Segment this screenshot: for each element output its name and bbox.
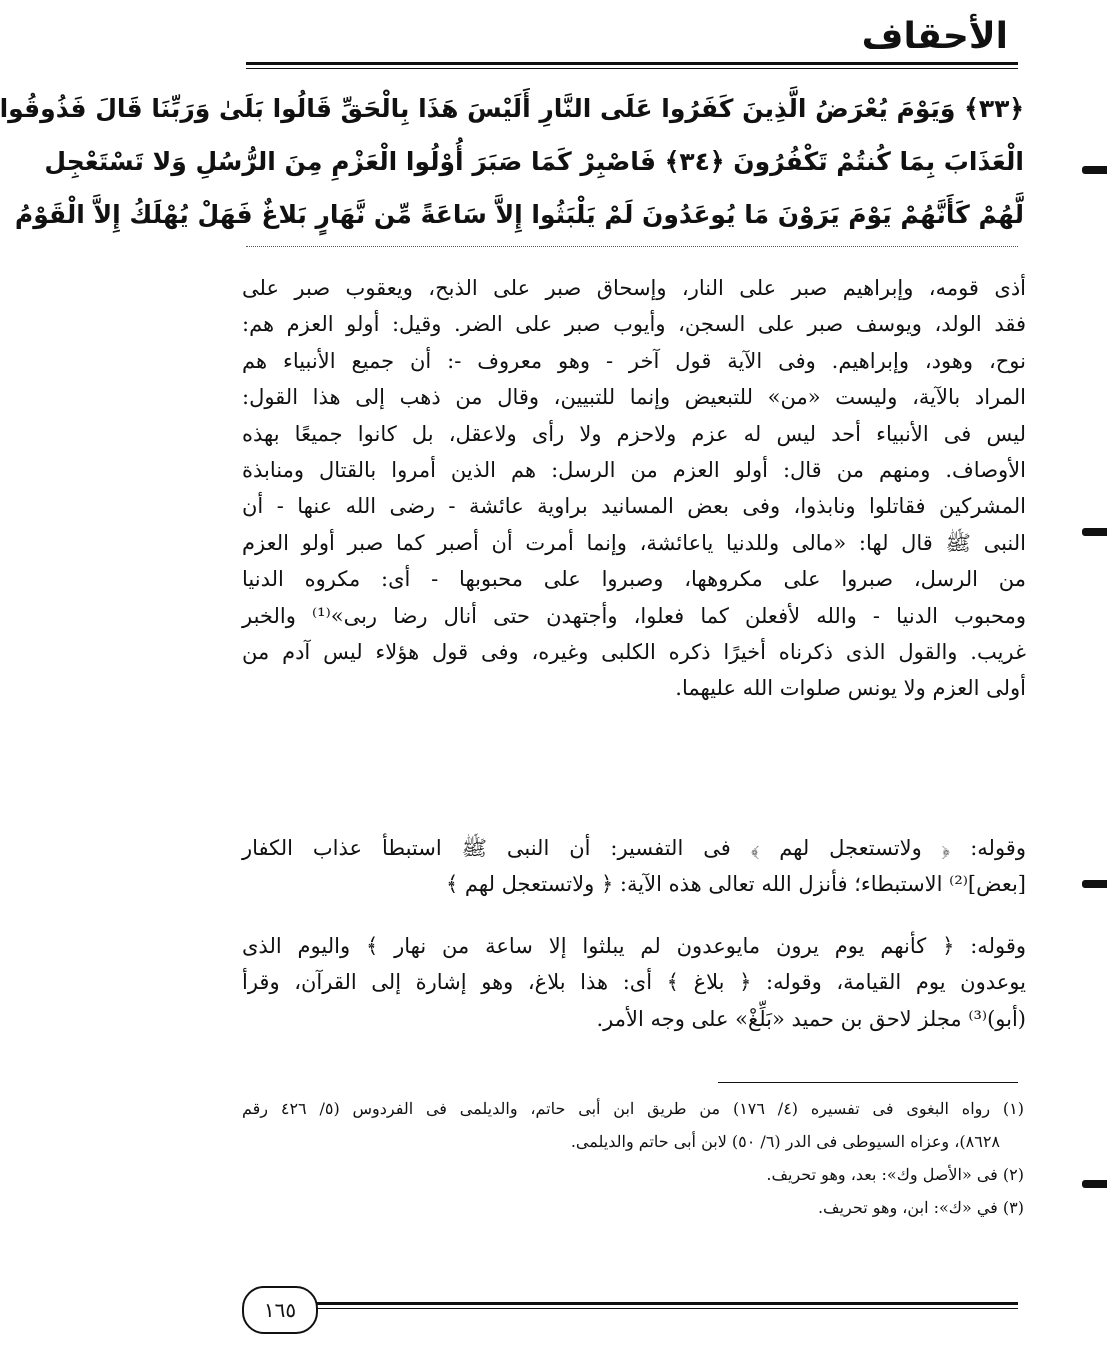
text-line: المشركين فقاتلوا ونابذوا، وفى بعض المسانيد براوية عائشة - رضى الله عنها - أن <box>242 494 1026 519</box>
text-line: أولى العزم ولا يونس صلوات الله عليهما. <box>675 676 1026 701</box>
quran-line: لَّهُمْ كَأَنَّهُمْ يَوْمَ يَرَوْنَ مَا يُوعَدُونَ لَمْ يَلْبَثُوا إِلاَّ سَاعَةً مِّن نَّهَارٍ بَلاغٌ فَهَلْ يُهْلَكُ إِلاَّ الْقَوْمُ <box>14 200 1024 229</box>
surah-header-title: الأحقاف <box>861 16 1008 57</box>
quran-line: ﴿٣٣﴾ وَيَوْمَ يُعْرَضُ الَّذِينَ كَفَرُوا عَلَى النَّارِ أَلَيْسَ هَذَا بِالْحَقِّ قَالُوا بَلَىٰ وَرَبِّنَا قَالَ فَذُوقُوا <box>0 94 1024 123</box>
text-line: وقوله: ﴿ ولاتستعجل لهم ﴾ فى التفسير: أن النبى ﷺ استبطأ عذاب الكفار <box>242 836 1026 860</box>
text-line: الأوصاف. ومنهم من قال: أولو العزم من الرسل: هم الذين أمروا بالقتال ومنابذة <box>242 458 1026 483</box>
text-line: من الرسل، صبروا على مكروهها، وصبروا على محبوبها - أى: مكروه الدنيا <box>242 567 1026 592</box>
text-line: [بعض]⁽²⁾ الاستبطاء؛ فأنزل الله تعالى هذه الآية: ﴿ ولاتستعجل لهم ﴾ <box>445 872 1026 897</box>
margin-marker <box>1082 166 1107 174</box>
verse-separator <box>246 246 1018 247</box>
text-line: يوعدون يوم القيامة، وقوله: ﴿ بلاغ ﴾ أى: هذا بلاغ، وهو إشارة إلى القرآن، وقرأ <box>242 970 1026 995</box>
footnotes <box>242 1092 1024 1224</box>
text-line: غريب. والقول الذى ذكرناه أخيرًا ذكره الكلبى وغيره، وفى قول هؤلاء ليس آدم من <box>242 640 1026 665</box>
footer-rule <box>308 1302 1018 1309</box>
text-line: ليس فى الأنبياء أحد ليس له عزم ولاحزم ولا رأى ولاعقل، بل كانوا جميعًا بهذه <box>242 421 1026 446</box>
text-line: النبى ﷺ قال لها: «مالى وللدنيا ياعائشة، وإنما أمرت أن أصبر كما صبر أولو العزم <box>242 530 1026 555</box>
text-line: فقد الولد، ويوسف صبر على السجن، وأيوب صبر على الضر. وقيل: أولو العزم هم: <box>242 312 1026 337</box>
text-line: نوح، وهود، وإبراهيم. وفى الآية قول آخر - وهو معروف -: أن جميع الأنبياء هم <box>242 348 1026 373</box>
quran-line: الْعَذَابَ بِمَا كُنتُمْ تَكْفُرُونَ ﴿٣٤﴾ فَاصْبِرْ كَمَا صَبَرَ أُوْلُوا الْعَزْمِ مِنَ الرُّسُلِ وَلا تَسْتَعْجِل <box>44 147 1024 176</box>
quran-verse-block <box>0 82 1024 241</box>
footnote-3: (٣) في «ك»: ابن، وهو تحريف. <box>817 1198 1024 1217</box>
footnote-2: (٢) فى «الأصل وك»: بعد، وهو تحريف. <box>766 1165 1024 1184</box>
text-line: ومحبوب الدنيا - والله لأفعلن كما فعلوا، وأجتهدن حتى أنال رضا ربى»⁽¹⁾ والخبر <box>242 603 1026 628</box>
page-number: ١٦٥ <box>242 1286 318 1334</box>
margin-marker <box>1082 1180 1107 1188</box>
commentary-paragraph-1 <box>242 270 1026 707</box>
text-line: وقوله: ﴿ كأنهم يوم يرون مايوعدون لم يبلثوا إلا ساعة من نهار ﴾ واليوم الذى <box>242 934 1026 958</box>
footnote-1-continued: ٨٦٢٨)، وعزاه السيوطى فى الدر (٦/ ٥٠) لابن أبى حاتم والديلمى. <box>570 1132 1000 1151</box>
footnote-1: (١) رواه البغوى فى تفسيره (٤/ ١٧٦) من طريق ابن أبى حاتم، والديلمى فى الفردوس (٥/ ٤٢٦ رقم <box>242 1099 1025 1118</box>
text-line: (أبو)⁽³⁾ مجلز لاحق بن حميد «بَلِّغْ» على وجه الأمر. <box>596 1006 1026 1031</box>
text-line: المراد بالآية، وليست «من» للتبعيض وإنما للتبيين، وقال من ذهب إلى هذا القول: <box>242 385 1026 410</box>
margin-marker <box>1082 880 1107 888</box>
commentary-paragraph-2 <box>242 830 1026 903</box>
footnote-separator <box>718 1082 1018 1083</box>
commentary-paragraph-3 <box>242 928 1026 1037</box>
margin-marker <box>1082 528 1107 536</box>
text-line: أذى قومه، وإبراهيم صبر على النار، وإسحاق صبر على الذبح، ويعقوب صبر على <box>242 276 1026 300</box>
header-rule <box>246 62 1018 69</box>
